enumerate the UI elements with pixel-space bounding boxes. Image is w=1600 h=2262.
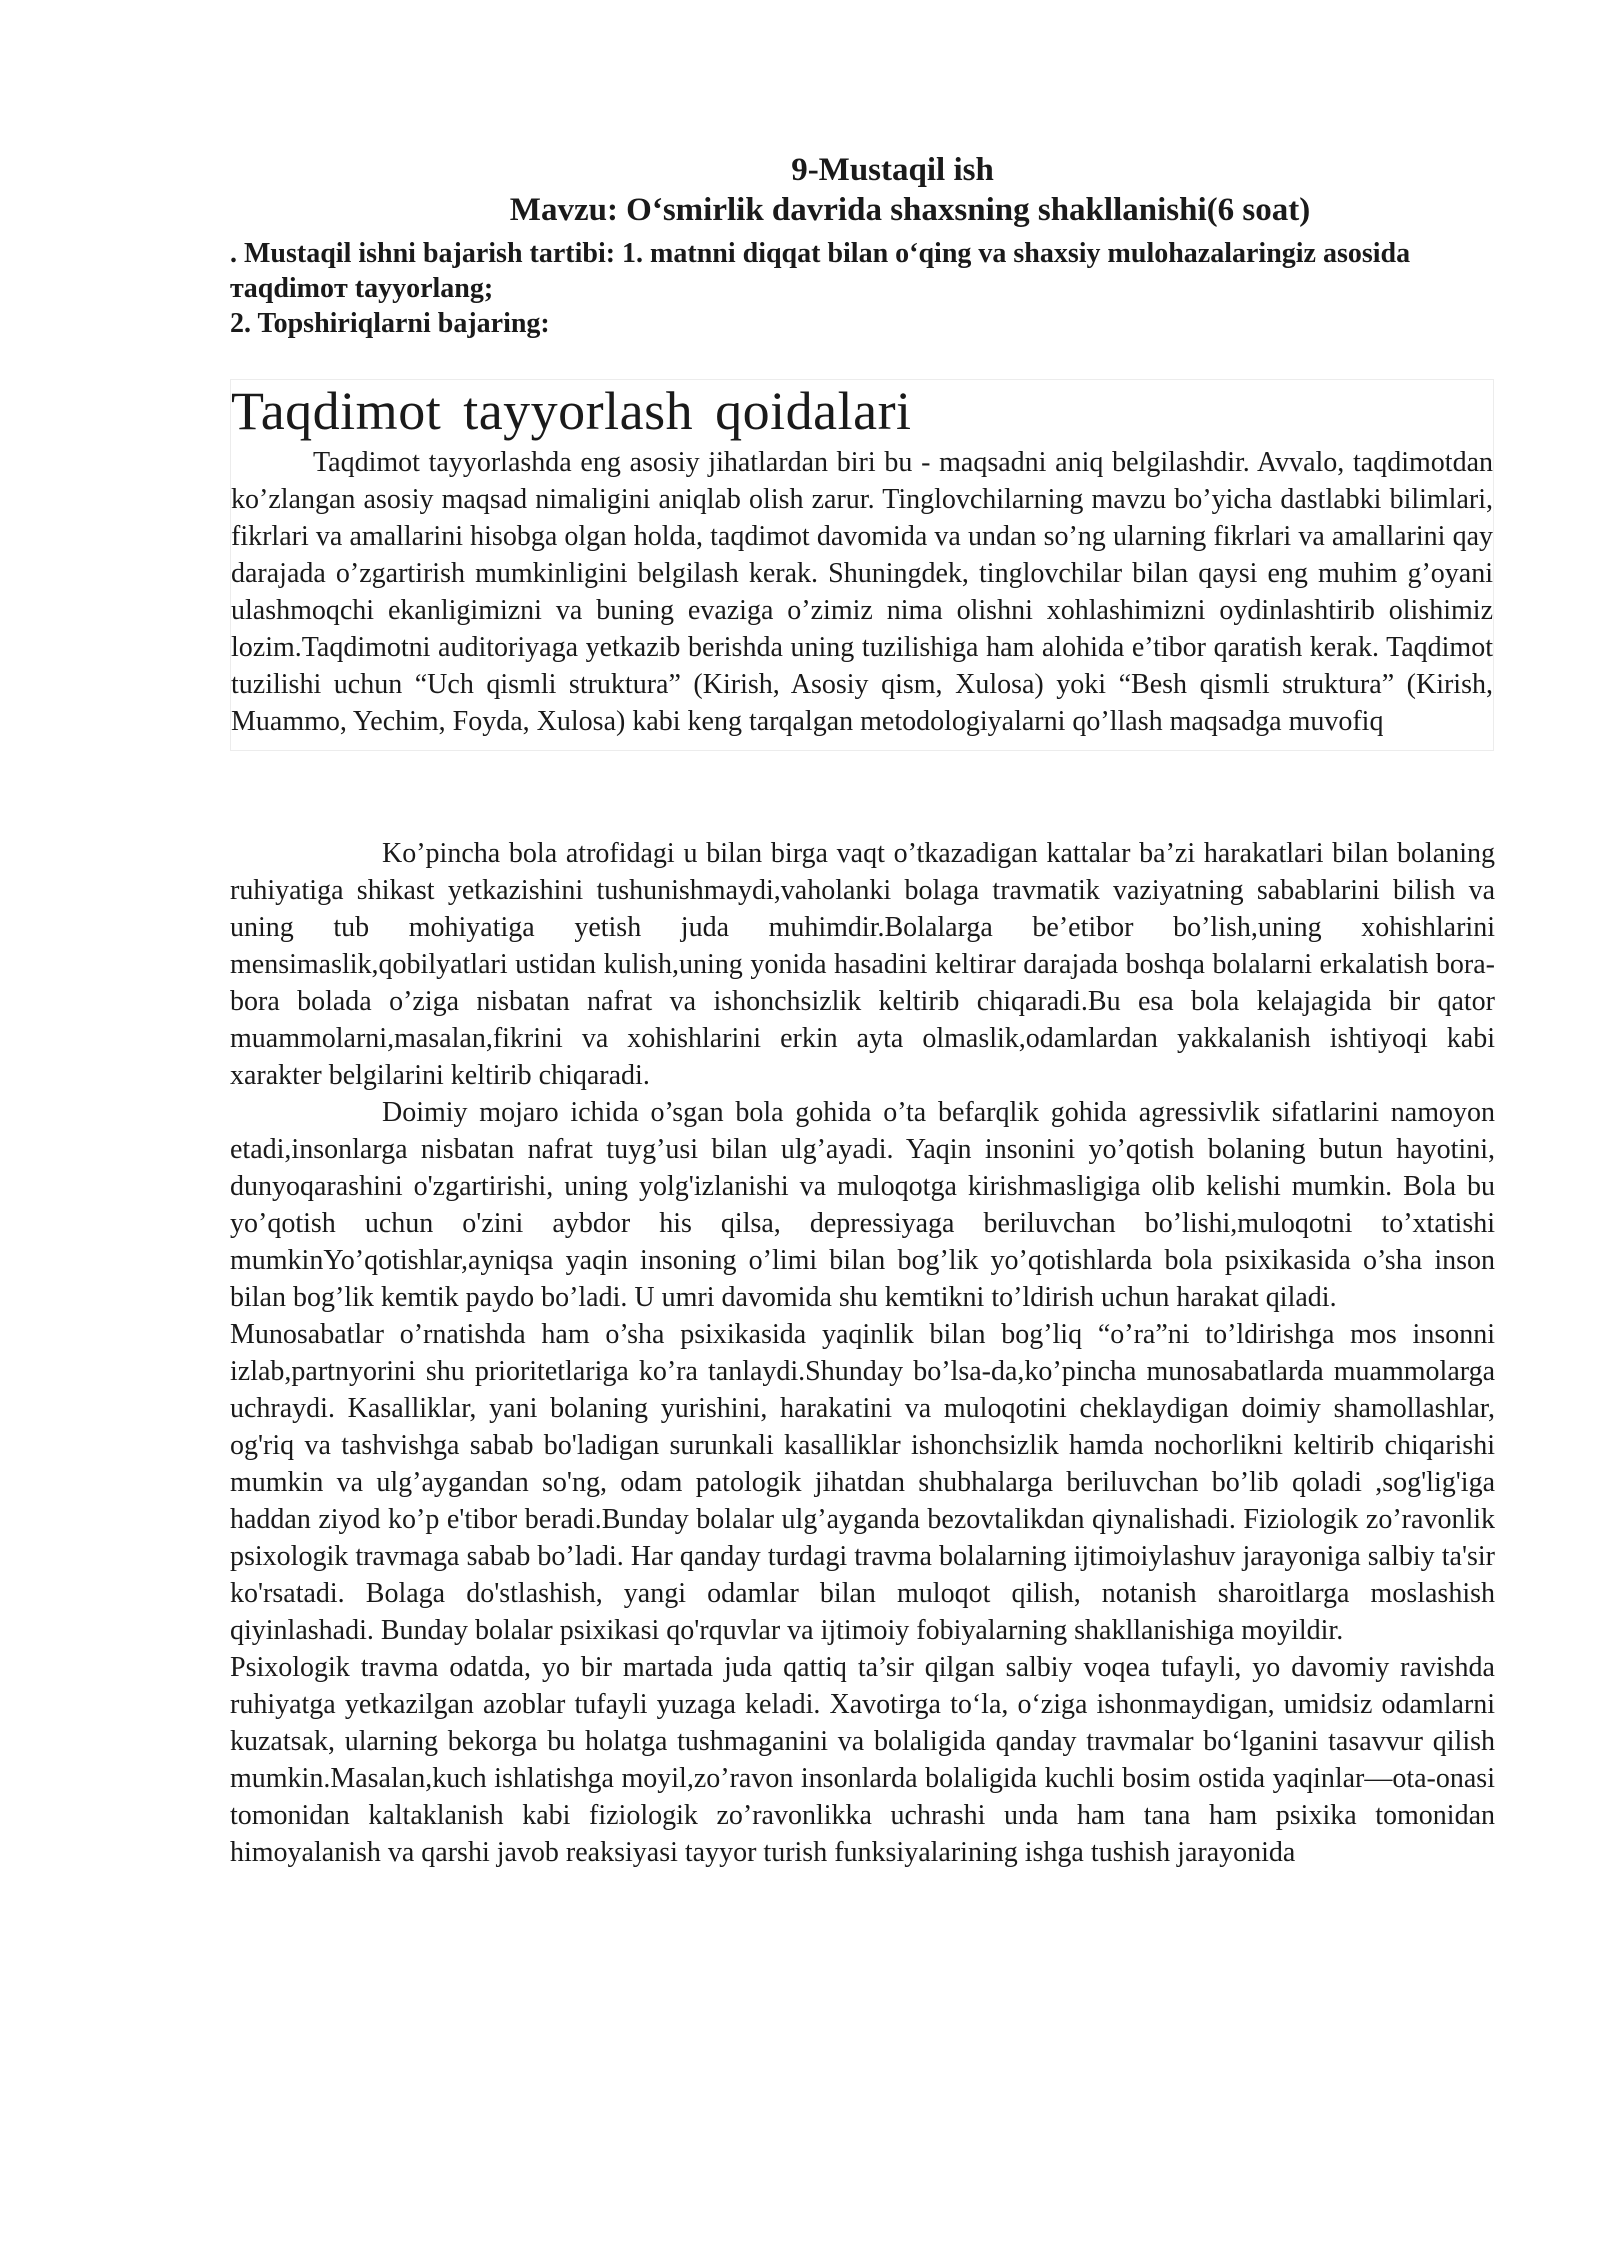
presentation-rules-text: Taqdimot tayyorlashda eng asosiy jihatlardan biri bu - maqsadni aniq belgilashdir. Avvalo, taqdimotdan ko’zlangan asosiy maqsad nimaligini aniqlab olish zarur. Tinglovchilarning mavzu bo’yicha dastlabki bilimlari, fikrlari va amallarini hisobga olgan holda, taqdimot davomida va undan so’ng ularning fikrlari va amallarini qay darajada o’zgartirish mumkinligini belgilash kerak. Shuningdek, tinglovchilar bilan qaysi eng muhim g’oyani ulashmoqchi ekanligimizni va buning evaziga o’zimiz nima olishni xohlashimizni oydinlashtirib olishimiz lozim.Taqdimotni auditoriyaga yetkazib berishda uning tuzilishiga ham alohida e’tibor qaratish kerak. Taqdimot tuzilishi uchun “Uch qismli struktura” (Kirish, Asosiy qism, Xulosa) yoki “Besh qismli struktura” (Kirish, Muammo, Yechim, Foyda, Xulosa) kabi keng tarqalgan metodologiyalarni qo’llash maqsadga muvofiq: [231, 447, 1493, 737]
document-subtitle: Mavzu: O‘smirlik davrida shaxsning shakllanishi(6 soat): [509, 192, 1311, 228]
instruction-line-2: 2. Topshiriqlarni bajaring:: [230, 308, 550, 339]
paragraph-1: Ko’pincha bola atrofidagi u bilan birga vaqt o’tkazadigan kattalar ba’zi harakatlari bilan bolaning ruhiyatiga shikast yetkazishini tushunishmaydi,vaholanki bolaga travmatik vaziyatning sabablarini bilish va uning tub mohiyatiga yetish juda muhimdir.Bolalarga be’etibor bo’lish,uning xohishlarini mensimaslik,qobilyatlari ustidan kulish,uning yonida hasadini keltirar darajada boshqa bolalarni erkalatish bora-bora bolada o’ziga nisbatan nafrat va ishonchsizlik keltirib chiqaradi.Bu esa bola kelajagida bir qator muammolarni,masalan,fikrini va xohishlarini erkin ayta olmaslik,odamlardan yakkalanish ishtiyoqi kabi xarakter belgilarini keltirib chiqaradi.: [230, 838, 1495, 1091]
document-page: [230, 150, 1495, 1871]
paragraph-3: Munosabatlar o’rnatishda ham o’sha psixikasida yaqinlik bilan bog’liq “o’ra”ni to’ldirishga mos insonni izlab,partnyorini shu prioritetlariga ko’ra tanlaydi.Shunday bo’lsa-da,ko’pincha munosabatlarda muammolarga uchraydi. Kasalliklar, yani bolaning yurishini, harakatini va muloqotini cheklaydigan doimiy shamollashlar, og'riq va tashvishga sabab bo'ladigan surunkali kasalliklar ishonchsizlik hamda nochorlikni keltirib chiqarishi mumkin va ulg’aygandan so'ng, odam patologik jihatdan shubhalarga beriluvchan bo’lib qoladi ,sog'lig'iga haddan ziyod ko’p e'tibor beradi.Bunday bolalar ulg’ayganda bezovtalikdan qiynalishadi. Fiziologik zo’ravonlik psixologik travmaga sabab bo’ladi. Har qanday turdagi travma bolalarning ijtimoiylashuv jarayoniga salbiy ta'sir ko'rsatadi. Bolaga do'stlashish, yangi odamlar bilan muloqot qilish, notanish sharoitlarga moslashish qiyinlashadi. Bunday bolalar psixikasi qo'rquvlar va ijtimoiy fobiyalarning shakllanishiga moyildir.: [230, 1319, 1495, 1646]
paragraph-4: Psixologik travma odatda, yo bir martada juda qattiq ta’sir qilgan salbiy voqea tufayli, yo davomiy ravishda ruhiyatga yetkazilgan azoblar tufayli yuzaga keladi. Xavotirga to‘la, o‘ziga ishonmaydigan, umidsiz odamlarni kuzatsak, ularning bekorga bu holatga tushmaganini va bolaligida qanday travmalar bo‘lganini tasavvur qilish mumkin.Masalan,kuch ishlatishga moyil,zo’ravon insonlarda bolaligida kuchli bosim ostida yaqinlar—ota-onasi tomonidan kaltaklanish kabi fiziologik zo’ravonlikka uchrashi unda ham tana ham psixika tomonidan himoyalanish va qarshi javob reaksiyasi tayyor turish funksiyalarining ishga tushish jarayonida: [230, 1652, 1495, 1868]
instruction-line-1: . Mustaqil ishni bajarish tartibi: 1. matnni diqqat bilan o‘qing va shaxsiy mulohazalaringiz asosida тaqdimoт tayyorlang;: [230, 238, 1411, 304]
presentation-rules-heading: Taqdimot tayyorlash qoidalari: [231, 381, 912, 441]
body-text: [230, 835, 1495, 1871]
paragraph-2: Doimiy mojaro ichida o’sgan bola gohida o’ta befarqlik gohida agressivlik sifatlarini namoyon etadi,insonlarga nisbatan nafrat tuyg’usi bilan ulg’ayadi. Yaqin insonini yo’qotish bolaning butun hayotini, dunyoqarashini o'zgartirishi, uning yolg'izlanishi va muloqotga kirishmasligiga olib kelishi mumkin. Bola bu yo’qotish uchun o'zini aybdor his qilsa, depressiyaga beriluvchan bo’lishi,muloqotni to’xtatishi mumkinYo’qotishlar,ayniqsa yaqin insoning o’limi bilan bog’lik yo’qotishlarda bola psixikasida o’sha inson bilan bog’lik kemtik paydo bo’ladi. U umri davomida shu kemtikni to’ldirish uchun harakat qiladi.: [230, 1097, 1495, 1313]
presentation-rules-box: [230, 379, 1494, 751]
document-title: 9-Mustaqil ish: [791, 152, 994, 188]
